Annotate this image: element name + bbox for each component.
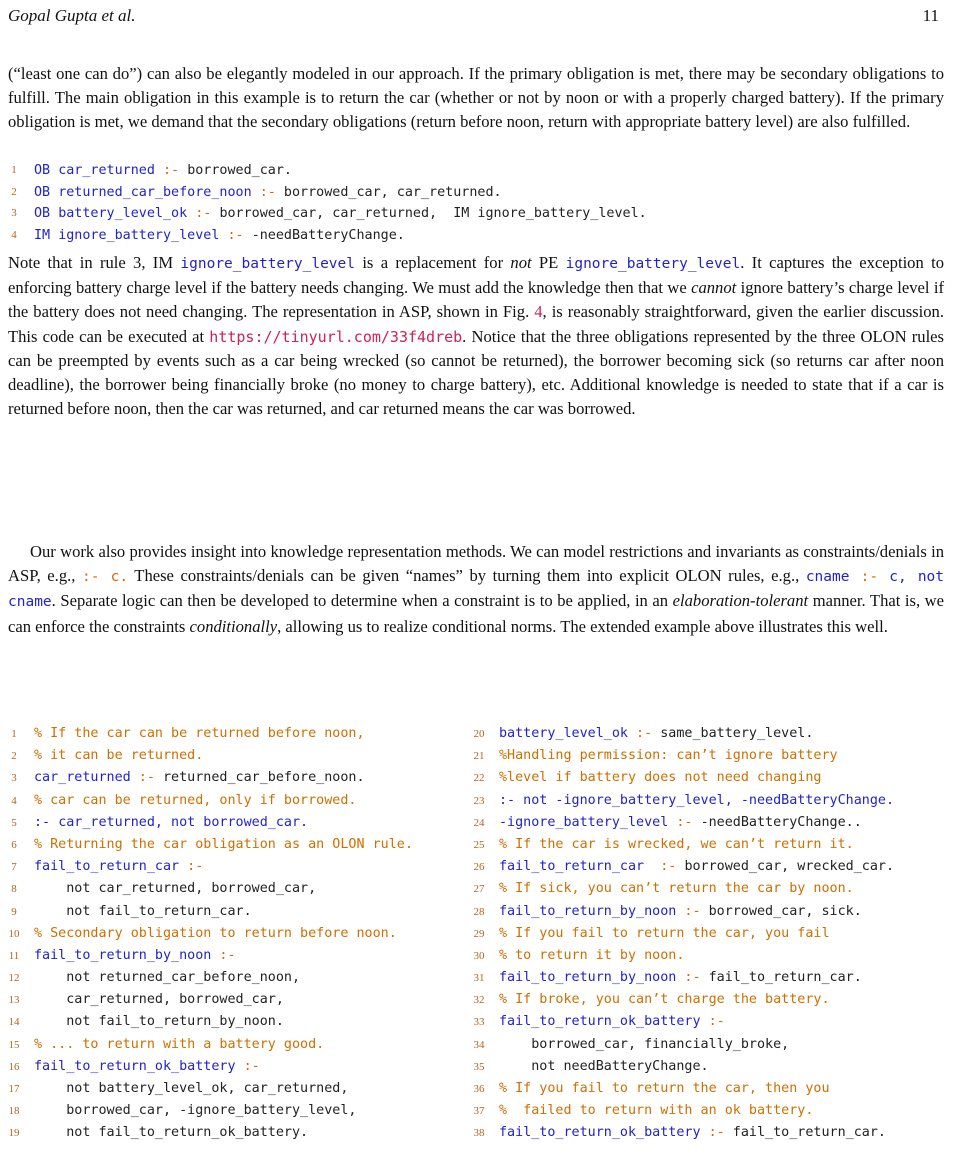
code-text [34,1011,284,1033]
code-token: car_returned, borrowed_car, [34,992,284,1008]
code-text [34,923,397,945]
code-token: not car_returned, borrowed_car, [34,881,317,897]
running-author: Gopal Gupta et al. [8,6,136,25]
code-token: % ... to return with a battery good. [34,1036,325,1052]
code-line [8,923,468,945]
code-line [473,767,949,789]
code-text [34,989,284,1011]
code-token: borrowed_car. [187,163,292,178]
code-line [473,923,949,945]
page-number: 11 [922,6,939,25]
code-token: % Secondary obligation to return before noon. [34,925,397,941]
code-text [499,1034,789,1056]
line-number: 2 [11,185,17,198]
paragraph-intro [8,62,944,135]
code-line [8,834,468,856]
code-token: :- [154,163,188,178]
code-line [473,1034,949,1056]
line-number: 31 [473,972,485,985]
code-text [499,745,838,767]
code-token: :- [187,206,220,221]
code-token: :- [700,1125,733,1141]
code-token: ignore_battery_level [58,227,220,243]
line-number: 17 [8,1083,20,1095]
code-token: :- [34,814,59,830]
code-token: not returned_car_before_noon, [34,970,301,986]
code-token: :- [179,859,204,875]
code-token: :- [211,947,236,963]
code-text [499,945,684,967]
code-text [34,225,405,247]
code-text [499,856,894,878]
code-line [473,812,949,834]
code-text [499,1100,813,1122]
code-line [8,1100,468,1122]
code-text [34,723,365,745]
line-number: 11 [8,949,20,962]
inline-code: c, not cname [8,569,945,611]
code-token: fail_to_return_car. [708,970,862,986]
code-token: not battery_level_ok, car_returned, [34,1081,349,1096]
text-span: Our work also provides insight into knowledge representation methods. We can model restrictions and invariants as constraints/denials in ASP, e.g., [8,542,944,586]
code-line [473,723,949,745]
code-token: car_returned, not borrowed_car. [58,814,309,830]
text-span: Note that in rule 3, IM [8,253,181,272]
code-text [499,1122,886,1144]
text-span: . It captures the exception to enforcing battery charge level if the battery needs changing. We must add the knowledge then that we [8,253,944,298]
code-token: OB [34,184,59,200]
code-token: :- [235,1058,260,1074]
text-span: PE [531,253,566,272]
paragraph-knowledge-representation [8,540,944,639]
code-line [8,1122,468,1144]
code-token: % to return it by noon. [499,947,685,963]
paragraph-intro-text: (“least one can do”) can also be elegantly modeled in our approach. If the primary obligation is met, there may be secondary obligations to fulfill. The main obligation in this example is to return the car (whether or not by noon or with a properly charged battery). If the primary obligation is met, we demand that the secondary obligations (return before noon, return with appropriate battery level) are also fulfilled. [8,64,944,132]
line-number: 8 [11,883,17,896]
line-number: 29 [473,927,485,940]
code-listing-right-column [473,723,949,1145]
code-text [499,901,862,923]
line-number: 1 [11,728,17,740]
code-text [499,967,862,989]
line-number: 9 [11,905,17,918]
code-token: not fail_to_return_by_noon. [34,1014,284,1030]
line-number: 22 [473,772,485,785]
code-line [8,723,468,745]
line-number: 3 [11,207,17,219]
code-text [34,160,292,182]
code-text [499,989,830,1011]
code-line [8,1078,468,1100]
code-token: -ignore_battery_level [499,814,669,830]
code-token: % If you fail to return the car, you fail [499,925,830,941]
line-number: 19 [8,1127,20,1140]
line-number: 23 [473,794,485,807]
code-token: :- [644,859,685,875]
code-line [8,878,468,900]
emphasis: conditionally [189,616,278,636]
code-token: OB [34,206,59,221]
emphasis: cannot [691,278,737,298]
code-text [34,834,413,856]
code-token: not fail_to_return_car. [34,903,252,919]
code-token: borrowed_car, car_returned. [283,184,502,200]
code-text [34,767,365,789]
code-text [34,967,300,989]
code-token: :- [668,814,701,830]
text-span: is a replacement for [355,253,511,272]
code-line [473,989,949,1011]
code-token: borrowed_car, financially_broke, [499,1036,790,1052]
text-span: ignore battery’s charge level if the battery does not need changing. The representation in ASP, shown in Fig. [8,278,944,322]
line-number: 3 [11,772,17,785]
code-line [8,989,468,1011]
line-number: 26 [473,861,485,874]
line-number: 36 [473,1083,485,1095]
code-text [499,834,854,856]
code-token: returned_car_before_noon. [163,770,365,786]
url-link[interactable]: https://tinyurl.com/33f4dreb [209,327,463,346]
code-token: %Handling permission: can’t ignore battery [499,748,838,764]
paragraph-note [8,251,944,421]
code-line [473,967,949,989]
code-line [8,182,944,204]
code-token: :- [130,770,163,786]
code-text [499,1056,709,1078]
code-token: % If broke, you can’t charge the battery. [499,992,830,1008]
inline-code: cname [805,569,850,586]
line-number: 16 [8,1060,20,1073]
code-text [34,203,647,225]
code-token: % If sick, you can’t return the car by noon. [499,881,854,897]
code-text [34,901,252,923]
code-line [8,856,468,878]
code-line [473,1122,949,1144]
line-number: 33 [473,1016,485,1029]
code-token: % If you fail to return the car, then you [499,1081,830,1096]
code-token: OB [34,163,59,178]
text-span: . Separate logic can then be developed to determine when a constraint is to be applied, in an [51,591,673,611]
text-span: manner. That is, we can enforce the constraints [8,591,944,636]
code-line [473,1078,949,1100]
code-token: fail_to_return_by_noon [499,903,677,919]
code-token: fail_to_return_car [34,859,180,875]
page-header [0,0,953,30]
code-line [473,745,949,767]
code-listing-left-column [8,723,468,1145]
code-line [8,203,944,225]
line-number: 15 [8,1038,20,1051]
code-text [34,1056,260,1078]
line-number: 5 [11,816,17,829]
line-number: 7 [11,861,17,874]
code-token: fail_to_return_ok_battery [34,1058,236,1074]
code-line [8,225,944,247]
text-span: . Notice that the three obligations represented by the three OLON rules can be preempted by events such as a car being wrecked (so cannot be returned), the borrower becoming sick (so returns car after noon deadline), the borrower being financially broke (no money to charge battery), etc. Additional knowledge is needed to state that if a car is returned before noon, then the car was returned, and car returned means the car was borrowed. [8,326,945,419]
code-line [473,1011,949,1033]
code-line [473,1100,949,1122]
text-span: , allowing us to realize conditional norms. The extended example above illustrates this well. [277,616,888,636]
code-text [34,945,236,967]
code-token: :- [628,726,661,741]
code-line [8,901,468,923]
code-text [34,790,356,812]
code-line [473,790,949,812]
inline-code: :- [849,569,890,586]
code-text [34,182,502,204]
code-text [34,745,203,767]
code-line [8,945,468,967]
code-token: same_battery_level. [660,726,814,741]
line-number: 24 [473,816,485,829]
code-token: % car can be returned, only if borrowed. [34,792,357,808]
line-number: 13 [8,994,20,1007]
code-line [8,1011,468,1033]
code-line [8,745,468,767]
code-token: % If the car can be returned before noon, [34,726,365,741]
code-token: -needBatteryChange.. [700,814,862,830]
inline-code: :- c. [81,569,129,586]
code-token: borrowed_car, wrecked_car. [684,859,895,875]
code-token: battery_level_ok [58,206,188,221]
line-number: 18 [8,1105,20,1118]
code-token: borrowed_car, car_returned, IM ignore_battery_level. [219,206,647,221]
line-number: 20 [473,728,485,740]
line-number: 12 [8,972,20,985]
code-token: :- [676,903,709,919]
code-line [473,901,949,923]
code-token: fail_to_return_car [499,859,645,875]
code-token: :- [251,184,284,200]
emphasis: not [510,253,532,272]
line-number: 35 [473,1060,485,1073]
code-text [499,767,821,789]
text-span: , is reasonably straightforward, given the earlier discussion. This code can be executed at [8,302,944,346]
inline-code: ignore_battery_level [565,256,741,272]
code-line [8,767,468,789]
emphasis: elaboration-tolerant [672,591,809,611]
code-text [34,812,308,834]
code-token: % failed to return with an ok battery. [499,1103,814,1119]
code-line [473,834,949,856]
code-token: car_returned [34,770,131,786]
code-token: :- [676,970,709,986]
line-number: 4 [11,794,17,807]
code-line [473,945,949,967]
line-number: 25 [473,838,485,851]
code-token: borrowed_car, sick. [708,903,862,919]
code-text [34,1122,308,1144]
line-number: 2 [11,750,17,763]
code-listing-obligations [8,160,944,246]
code-text [499,1078,830,1100]
code-text [34,1078,348,1100]
figure-reference-link[interactable]: 4 [534,302,543,322]
code-token: returned_car_before_noon [58,184,252,200]
line-number: 27 [473,883,485,896]
code-token: fail_to_return_by_noon [499,970,677,986]
code-token: :- not -ignore_battery_level, -needBatteryChange. [499,792,895,808]
code-text [34,856,203,878]
code-token: borrowed_car, -ignore_battery_level, [34,1103,357,1119]
code-text [499,812,862,834]
line-number: 38 [473,1127,485,1140]
code-token: % If the car is wrecked, we can’t return it. [499,836,854,852]
inline-code: ignore_battery_level [180,256,356,272]
code-text [34,1100,356,1122]
code-line [8,1056,468,1078]
code-line [8,812,468,834]
line-number: 6 [11,838,17,851]
code-token: fail_to_return_car. [732,1125,886,1141]
code-text [499,790,894,812]
line-number: 14 [8,1016,20,1029]
code-token: :- [700,1014,725,1030]
line-number: 30 [473,949,485,962]
code-token: not needBatteryChange. [499,1058,709,1074]
code-text [499,1011,725,1033]
code-token: fail_to_return_by_noon [34,947,212,963]
code-token: %level if battery does not need changing [499,770,822,786]
code-line [8,967,468,989]
code-text [34,878,316,900]
code-token: fail_to_return_ok_battery [499,1014,701,1030]
line-number: 10 [8,927,20,940]
line-number: 34 [473,1038,485,1051]
code-token: % it can be returned. [34,748,204,764]
line-number: 4 [11,228,17,241]
code-token: -needBatteryChange. [251,227,405,243]
line-number: 37 [473,1105,485,1118]
line-number: 32 [473,994,485,1007]
code-line [473,878,949,900]
code-token: IM [34,227,59,243]
code-token: % Returning the car obligation as an OLON rule. [34,836,413,852]
text-span: These constraints/denials can be given “names” by turning them into explicit OLON rules, e.g., [128,566,806,586]
code-text [499,878,854,900]
code-token: not fail_to_return_ok_battery. [34,1125,309,1141]
code-token: car_returned [58,163,155,178]
code-line [473,856,949,878]
line-number: 28 [473,905,485,918]
line-number: 1 [11,164,17,176]
code-line [8,160,944,182]
code-token: fail_to_return_ok_battery [499,1125,701,1141]
code-text [499,723,813,745]
code-token: :- [219,227,252,243]
code-line [8,1034,468,1056]
line-number: 21 [473,750,485,763]
code-text [499,923,830,945]
code-token: battery_level_ok [499,726,628,741]
code-line [473,1056,949,1078]
code-text [34,1034,324,1056]
code-line [8,790,468,812]
